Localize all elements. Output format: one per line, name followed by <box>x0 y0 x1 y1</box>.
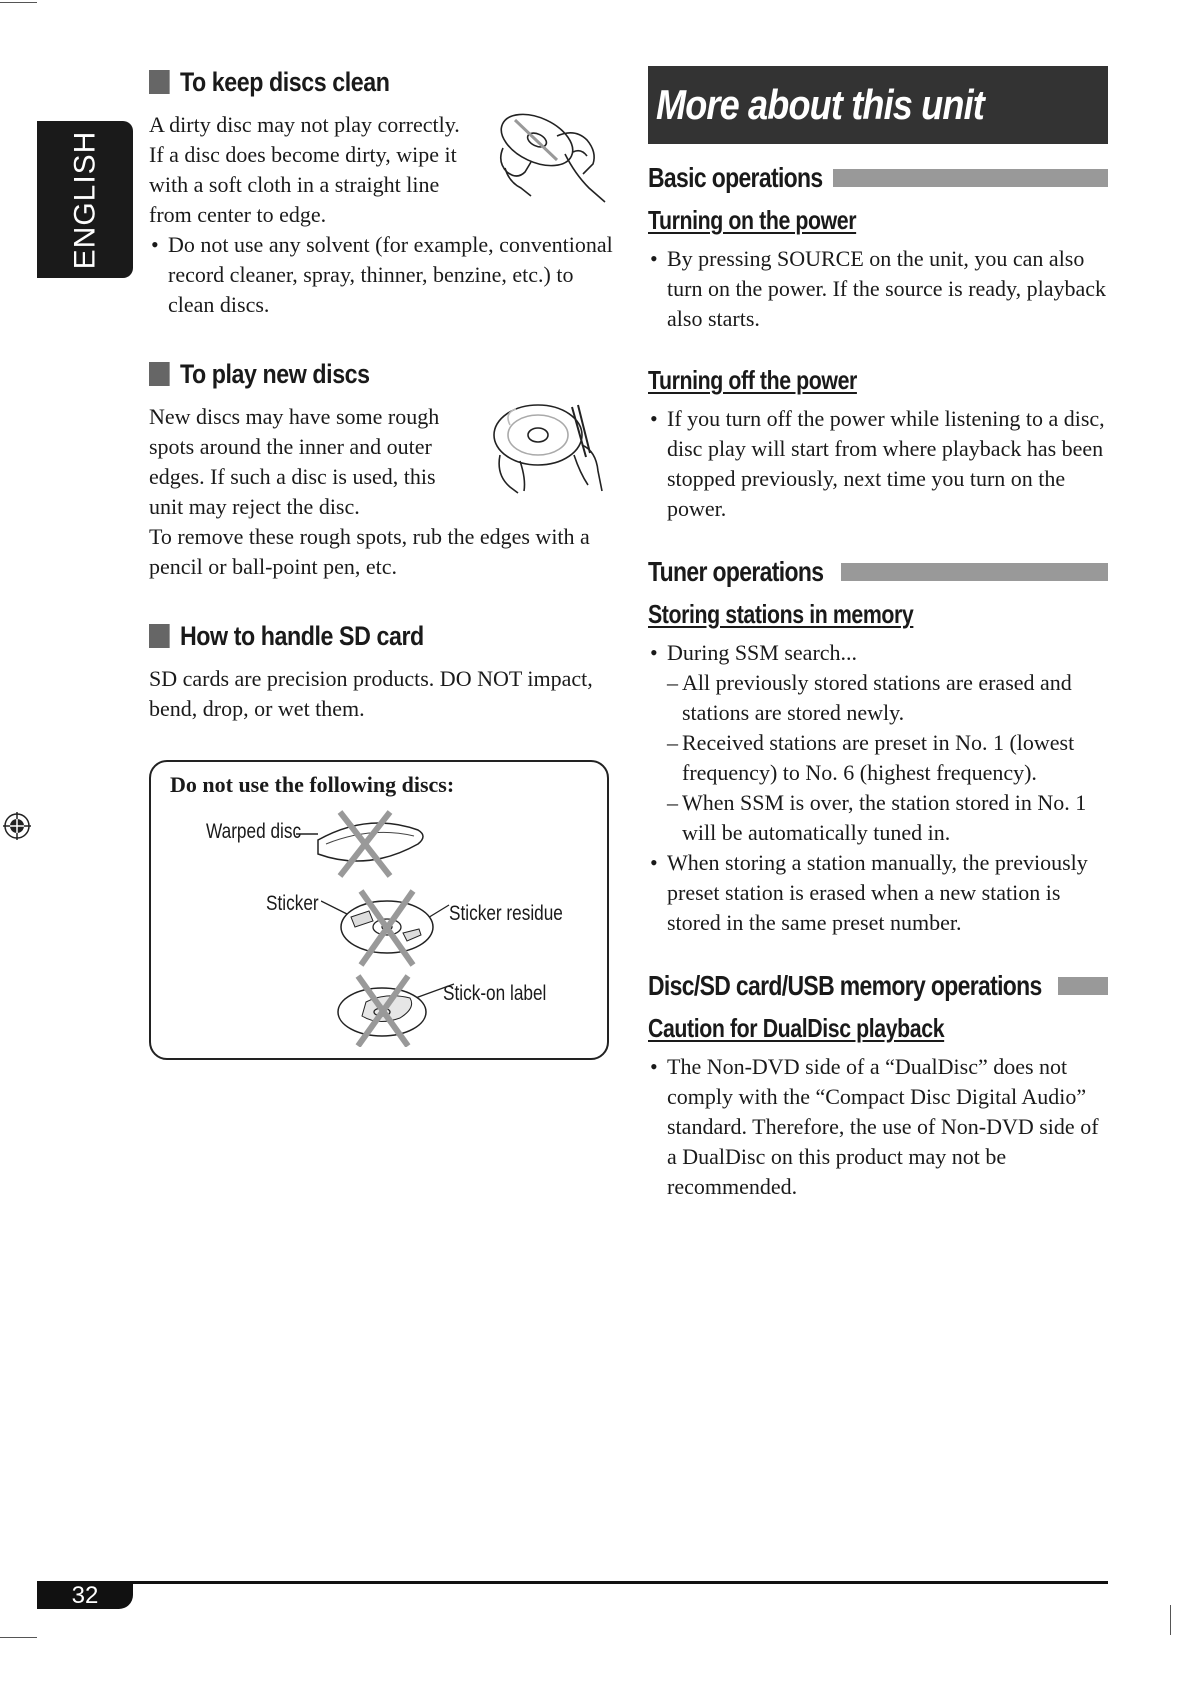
sticker-disc-icon <box>321 887 451 967</box>
clean-line: with a soft cloth in a straight line <box>149 172 440 197</box>
ssm-search-bullet: • During SSM search... <box>648 638 1108 668</box>
rough-spots-text: To remove these rough spots, rub the edges with a pencil or ball-point pen, etc. <box>149 524 590 579</box>
heading-bar <box>841 563 1108 581</box>
new-discs-heading: To play new discs <box>149 354 553 394</box>
clean-line: from center to edge. <box>149 202 327 227</box>
crop-mark <box>0 1637 37 1638</box>
language-tab <box>37 121 133 278</box>
heading-bar <box>1058 977 1108 995</box>
warped-disc-icon <box>296 810 446 880</box>
basic-operations-heading: Basic operations <box>648 158 1108 198</box>
turning-off-heading: Turning off the power <box>648 365 857 395</box>
do-not-use-discs-box <box>149 760 609 1060</box>
ssm-dash-item: – When SSM is over, the station stored in No. 1 will be automatically tuned in. <box>648 788 1108 848</box>
turning-off-bullet: • If you turn off the power while listening to a disc, disc play will start from where playback has been stopped previously, next time you turn on the power. <box>648 404 1108 524</box>
manual-store-bullet: • When storing a station manually, the previously preset station is erased when a new station is stored in the same preset number. <box>648 848 1108 938</box>
clean-discs-heading: To keep discs clean <box>149 62 553 102</box>
new-discs-line: spots around the inner and outer <box>149 434 432 459</box>
sd-card-heading: How to handle SD card <box>149 616 553 656</box>
chapter-banner <box>648 66 1108 144</box>
sticker-residue-label: Sticker residue <box>449 902 563 925</box>
turning-on-heading: Turning on the power <box>648 205 857 235</box>
warning-box-title: Do not use the following discs: <box>170 772 455 797</box>
chapter-title: More about this unit <box>656 81 984 128</box>
heading-bar <box>833 169 1108 187</box>
solvent-bullet: • Do not use any solvent (for example, conventional record cleaner, spray, thinner, benzine, etc.) to clean discs. <box>149 230 619 320</box>
ssm-dash-item: – All previously stored stations are erased and stations are stored newly. <box>648 668 1108 728</box>
new-discs-line: edges. If such a disc is used, this <box>149 464 436 489</box>
crop-mark <box>1170 1605 1171 1635</box>
heading-square-icon <box>149 70 170 94</box>
stick-on-label-label: Stick-on label <box>443 982 547 1005</box>
tuner-operations-heading: Tuner operations <box>648 552 1108 592</box>
clean-line: A dirty disc may not play correctly. <box>149 112 460 137</box>
registration-mark-icon <box>2 811 32 841</box>
page-number: 32 <box>37 1583 133 1609</box>
turning-on-bullet: • By pressing SOURCE on the unit, you can also turn on the power. If the source is ready, playback also starts. <box>648 244 1108 334</box>
dualdisc-caution-bullet: • The Non-DVD side of a “DualDisc” does not comply with the “Compact Disc Digital Audio” standard. Therefore, the use of Non-DVD side of a DualDisc on this product may not be recommended. <box>648 1052 1108 1202</box>
new-discs-line: unit may reject the disc. <box>149 494 360 519</box>
language-tab-label: ENGLISH <box>68 130 101 269</box>
wiping-disc-illustration-icon <box>495 108 615 212</box>
dualdisc-caution-heading: Caution for DualDisc playback <box>648 1013 945 1043</box>
new-discs-line: New discs may have some rough <box>149 404 440 429</box>
clean-line: If a disc does become dirty, wipe it <box>149 142 457 167</box>
storing-stations-heading: Storing stations in memory <box>648 599 914 629</box>
right-column <box>648 66 1108 1202</box>
pencil-disc-illustration-icon <box>490 395 608 495</box>
warped-disc-label: Warped disc <box>206 820 302 843</box>
footer-rule <box>37 1581 1108 1584</box>
sd-card-text: SD cards are precision products. DO NOT impact, bend, drop, or wet them. <box>149 666 593 721</box>
sd-card-section <box>149 616 619 724</box>
heading-square-icon <box>149 624 170 648</box>
heading-square-icon <box>149 362 170 386</box>
sticker-label: Sticker <box>266 892 319 915</box>
ssm-dash-item: – Received stations are preset in No. 1 (lowest frequency) to No. 6 (highest frequency). <box>648 728 1108 788</box>
disc-sd-usb-heading: Disc/SD card/USB memory operations <box>648 966 1108 1006</box>
stick-on-label-disc-icon <box>326 972 456 1047</box>
crop-mark <box>0 2 37 3</box>
